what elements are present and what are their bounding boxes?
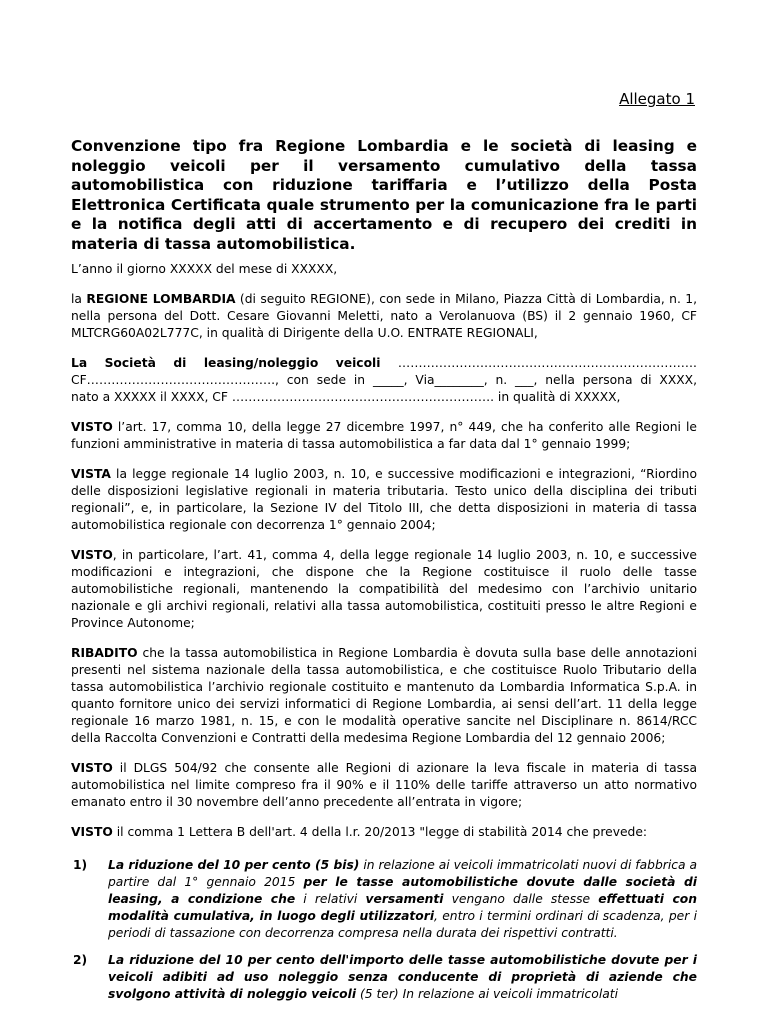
ribadito-paragraph (71, 645, 697, 747)
societa-line-3: nato a XXXXX il XXXX, CF ………………………………………………………. in qualità di XXXXX, (71, 390, 621, 404)
paragraph-text: il DLGS 504/92 che consente alle Regioni di azionare la leva fiscale in materia di tassa automobilistica nel limite compreso fra il 90% e il 110% delle tariffe attraverso un atto normativo emanato entro il 30 novembre dell’anno precedente all’entrata in vigore; (71, 761, 697, 809)
societa-word: veicoli (335, 356, 381, 370)
regione-lead: la (71, 292, 87, 306)
list-text: in relazione ai veicoli immatricolati nuovi di fabbrica a partire dal 1° gennaio 2015 (108, 858, 698, 889)
list-text-bold: per le tasse automobilistiche dovute dalle società di leasing, a condizione che (108, 875, 697, 906)
regione-text: (di seguito REGIONE), con sede in Milano, Piazza Città di Lombardia, n. 1, nella persona del Dott. Cesare Giovanni Meletti, nato a Verolanuova (BS) il 2 gennaio 1960, CF MLTCRG60A02L777C, in qualità di Dirigente della U.O. ENTRATE REGIONALI, (71, 292, 697, 340)
societa-line-2: CF………………………………………., con sede in _____, Via________, n. ___, nella persona di XXXX, (71, 373, 697, 387)
vista-paragraph (71, 466, 697, 534)
paragraph-text: che la tassa automobilistica in Regione Lombardia è dovuta sulla base delle annotazioni presenti nel sistema nazionale della tassa automobilistica, e che costituisce Ruolo Tributario della tassa automobilistica l’archivio regionale costituito e mantenuto da Lombardia Informatica S.p.A. in quanto fornitore unico dei servizi informatici di Regione Lombardia, ai sensi dell’art. 11 della legge regionale 16 marzo 1981, n. 15, e con le modalità operative sancite nel Disciplinare n. 8614/RCC della Raccolta Convenzioni e Contratti della medesima Regione Lombardia del 12 gennaio 2006; (71, 646, 697, 745)
paragraph-lead: VISTO (71, 825, 113, 839)
list-item-text (108, 857, 697, 942)
list-text-bold: La riduzione del 10 per cento dell'importo delle tasse automobilistiche dovute per i veicoli adibiti ad uso noleggio senza conducente di proprietà di aziende che svolgono attività di noleggio veicoli (108, 953, 697, 1001)
regione-paragraph (71, 291, 697, 342)
paragraph-lead: VISTA (71, 467, 111, 481)
visto-paragraph (71, 760, 697, 811)
intro-paragraph: L’anno il giorno XXXXX del mese di XXXXX, (71, 262, 338, 276)
societa-paragraph (71, 355, 697, 406)
list-text: vengano dalle stesse (443, 892, 599, 906)
list-text: (5 ter) In relazione ai veicoli immatricolati (356, 987, 619, 1001)
list-number: 1) (73, 858, 88, 872)
document-body (71, 261, 697, 1013)
list-item (71, 857, 697, 942)
paragraph-lead: VISTO (71, 420, 113, 434)
visto-paragraph (71, 419, 697, 453)
allegato-label: Allegato 1 (619, 90, 695, 108)
societa-word: di (173, 356, 187, 370)
list-text-bold: effettuati con modalità cumulativa, in luogo degli utilizzatori (108, 892, 697, 923)
document-title: Convenzione tipo fra Regione Lombardia e le società di leasing e noleggio veicoli per il versamento cumulativo della tassa automobilistica con riduzione tariffaria e l’utilizzo della Posta Elettronica Certificata quale strumento per la comunicazione fra le parti e la notifica degli atti di accertamento e di recupero dei crediti in materia di tassa automobilistica. (71, 137, 697, 253)
societa-placeholder: ………………………………………………………………. (397, 356, 697, 370)
list-item-text (108, 952, 697, 1003)
list-text-bold: La riduzione del 10 per cento (5 bis) (108, 858, 360, 872)
list-text: i relativi (295, 892, 366, 906)
paragraph-text: l’art. 17, comma 10, della legge 27 dicembre 1997, n° 449, che ha conferito alle Regioni le funzioni amministrative in materia di tassa automobilistica a far data dal 1° gennaio 1999; (71, 420, 697, 451)
paragraph-text: , in particolare, l’art. 41, comma 4, della legge regionale 14 luglio 2003, n. 10, e successive modificazioni e integrazioni, che dispone che la Regione costituisce il ruolo delle tasse automobilistiche regionali, mantenendo la compatibilità del medesimo con l’archivio unitario nazionale e gli archivi regionali, relativi alla tassa automobilistica, costituiti presso le altre Regioni e Province Autonome; (71, 548, 697, 630)
regione-name: REGIONE LOMBARDIA (86, 292, 236, 306)
paragraph-text: la legge regionale 14 luglio 2003, n. 10, e successive modificazioni e integrazioni, “Riordino delle disposizioni legislative regionali in materia tributaria. Testo unico della disciplina dei tributi regionali”, e, in particolare, la Sezione IV del Titolo III, che detta disposizioni in materia di tassa automobilistica regionale con decorrenza 1° gennaio 2004; (71, 467, 697, 532)
paragraph-lead: VISTO (71, 761, 113, 775)
visto-paragraph (71, 547, 697, 632)
visto-paragraph (71, 824, 697, 841)
paragraph-text: il comma 1 Lettera B dell'art. 4 della l.r. 20/2013 "legge di stabilità 2014 che prevede: (112, 825, 648, 839)
list-item (71, 952, 697, 1003)
societa-word: La (71, 356, 88, 370)
reductions-list (71, 857, 697, 1003)
paragraph-lead: RIBADITO (71, 646, 138, 660)
list-text: , entro i termini ordinari di scadenza, per i periodi di tassazione con decorrenza compresa nella durata dei rispettivi contratti. (108, 909, 697, 940)
list-number: 2) (73, 953, 88, 967)
societa-word: leasing/noleggio (203, 356, 319, 370)
paragraph-lead: VISTO (71, 548, 113, 562)
list-text-bold: versamenti (365, 892, 444, 906)
societa-word: Società (104, 356, 156, 370)
societa-line-1 (71, 355, 697, 372)
